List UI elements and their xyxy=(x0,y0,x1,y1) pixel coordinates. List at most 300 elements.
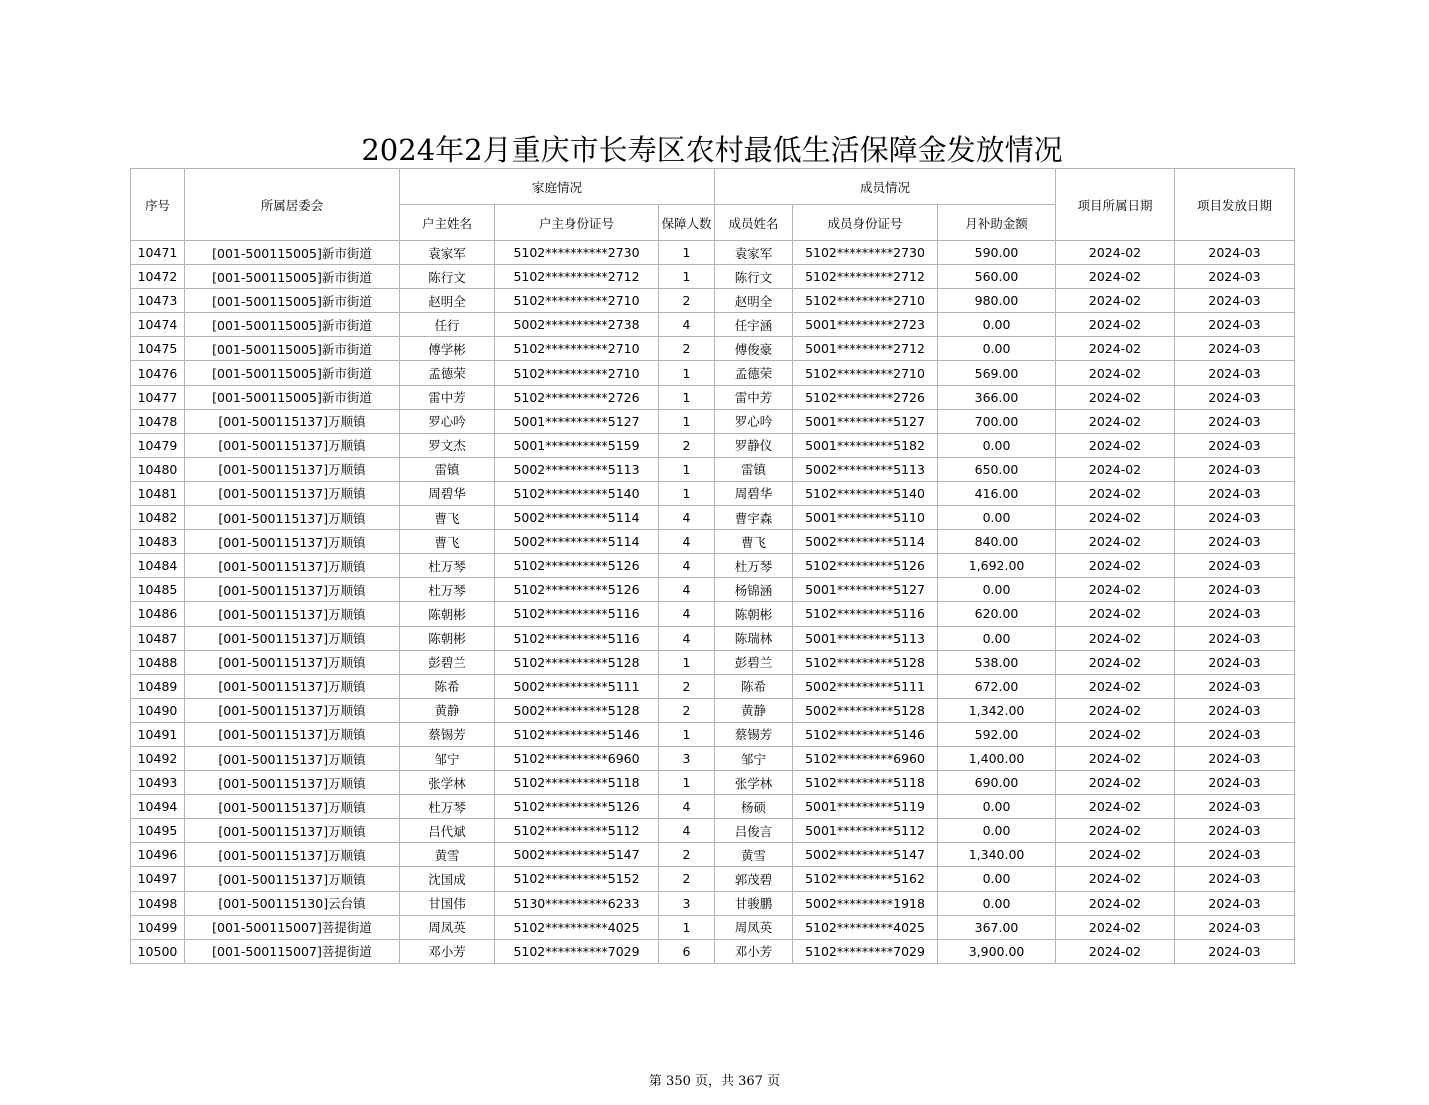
table-row xyxy=(131,915,1295,939)
covered-count-cell: 1 xyxy=(659,361,715,385)
committee-cell: [001-500115137]万顺镇 xyxy=(185,506,400,530)
project-date-cell: 2024-02 xyxy=(1056,530,1175,554)
head-id-cell: 5102**********7029 xyxy=(495,939,659,963)
covered-count-cell: 3 xyxy=(659,746,715,770)
covered-count-cell: 4 xyxy=(659,313,715,337)
covered-count-cell: 2 xyxy=(659,674,715,698)
project-date-cell: 2024-02 xyxy=(1056,722,1175,746)
head-id-cell: 5102**********2730 xyxy=(495,241,659,265)
head-name-cell: 黄静 xyxy=(400,698,495,722)
head-id-cell: 5002**********5111 xyxy=(495,674,659,698)
member-name-cell: 袁家军 xyxy=(715,241,793,265)
monthly-amount-cell: 560.00 xyxy=(938,265,1056,289)
committee-cell: [001-500115137]万顺镇 xyxy=(185,843,400,867)
issue-date-cell: 2024-03 xyxy=(1175,506,1295,530)
monthly-amount-cell: 1,342.00 xyxy=(938,698,1056,722)
member-name-cell: 陈行文 xyxy=(715,265,793,289)
monthly-amount-cell: 590.00 xyxy=(938,241,1056,265)
committee-cell: [001-500115137]万顺镇 xyxy=(185,530,400,554)
covered-count-cell: 2 xyxy=(659,867,715,891)
table-body xyxy=(131,241,1295,964)
monthly-amount-cell: 569.00 xyxy=(938,361,1056,385)
covered-count-cell: 2 xyxy=(659,289,715,313)
monthly-amount-cell: 0.00 xyxy=(938,626,1056,650)
committee-cell: [001-500115137]万顺镇 xyxy=(185,674,400,698)
committee-cell: [001-500115137]万顺镇 xyxy=(185,771,400,795)
issue-date-cell: 2024-03 xyxy=(1175,554,1295,578)
issue-date-cell: 2024-03 xyxy=(1175,939,1295,963)
committee-cell: [001-500115137]万顺镇 xyxy=(185,746,400,770)
head-name-cell: 罗心吟 xyxy=(400,409,495,433)
head-id-cell: 5102**********5118 xyxy=(495,771,659,795)
monthly-amount-cell: 367.00 xyxy=(938,915,1056,939)
member-id-cell: 5102*********2712 xyxy=(793,265,938,289)
head-id-cell: 5102**********6960 xyxy=(495,746,659,770)
seq-cell: 10480 xyxy=(131,457,185,481)
member-id-cell: 5102*********5118 xyxy=(793,771,938,795)
seq-cell: 10499 xyxy=(131,915,185,939)
issue-date-cell: 2024-03 xyxy=(1175,289,1295,313)
covered-count-cell: 4 xyxy=(659,506,715,530)
header-covered-count: 保障人数 xyxy=(659,205,715,241)
covered-count-cell: 1 xyxy=(659,771,715,795)
head-name-cell: 傅学彬 xyxy=(400,337,495,361)
monthly-amount-cell: 366.00 xyxy=(938,385,1056,409)
issue-date-cell: 2024-03 xyxy=(1175,337,1295,361)
committee-cell: [001-500115137]万顺镇 xyxy=(185,481,400,505)
head-name-cell: 曹飞 xyxy=(400,506,495,530)
head-name-cell: 曹飞 xyxy=(400,530,495,554)
seq-cell: 10471 xyxy=(131,241,185,265)
member-id-cell: 5102*********2710 xyxy=(793,289,938,313)
project-date-cell: 2024-02 xyxy=(1056,795,1175,819)
head-id-cell: 5102**********4025 xyxy=(495,915,659,939)
head-name-cell: 邹宁 xyxy=(400,746,495,770)
project-date-cell: 2024-02 xyxy=(1056,843,1175,867)
covered-count-cell: 1 xyxy=(659,650,715,674)
member-name-cell: 陈希 xyxy=(715,674,793,698)
head-name-cell: 吕代斌 xyxy=(400,819,495,843)
table-row xyxy=(131,819,1295,843)
monthly-amount-cell: 0.00 xyxy=(938,506,1056,530)
member-name-cell: 雷中芳 xyxy=(715,385,793,409)
committee-cell: [001-500115005]新市街道 xyxy=(185,241,400,265)
committee-cell: [001-500115137]万顺镇 xyxy=(185,409,400,433)
head-name-cell: 张学林 xyxy=(400,771,495,795)
seq-cell: 10476 xyxy=(131,361,185,385)
member-name-cell: 黄雪 xyxy=(715,843,793,867)
page-title: 2024年2月重庆市长寿区农村最低生活保障金发放情况 xyxy=(361,133,1063,167)
table-row xyxy=(131,891,1295,915)
head-id-cell: 5102**********2712 xyxy=(495,265,659,289)
header-monthly-amount: 月补助金额 xyxy=(938,205,1056,241)
member-id-cell: 5102*********7029 xyxy=(793,939,938,963)
project-date-cell: 2024-02 xyxy=(1056,626,1175,650)
head-id-cell: 5001**********5159 xyxy=(495,433,659,457)
issue-date-cell: 2024-03 xyxy=(1175,915,1295,939)
table-row xyxy=(131,289,1295,313)
seq-cell: 10485 xyxy=(131,578,185,602)
covered-count-cell: 2 xyxy=(659,843,715,867)
covered-count-cell: 2 xyxy=(659,698,715,722)
issue-date-cell: 2024-03 xyxy=(1175,530,1295,554)
member-name-cell: 周碧华 xyxy=(715,481,793,505)
committee-cell: [001-500115137]万顺镇 xyxy=(185,722,400,746)
table-row xyxy=(131,265,1295,289)
head-name-cell: 罗文杰 xyxy=(400,433,495,457)
member-name-cell: 彭碧兰 xyxy=(715,650,793,674)
project-date-cell: 2024-02 xyxy=(1056,337,1175,361)
project-date-cell: 2024-02 xyxy=(1056,915,1175,939)
issue-date-cell: 2024-03 xyxy=(1175,867,1295,891)
table-row xyxy=(131,409,1295,433)
project-date-cell: 2024-02 xyxy=(1056,602,1175,626)
monthly-amount-cell: 0.00 xyxy=(938,867,1056,891)
header-project-date: 项目所属日期 xyxy=(1056,169,1175,241)
head-name-cell: 任行 xyxy=(400,313,495,337)
seq-cell: 10496 xyxy=(131,843,185,867)
covered-count-cell: 1 xyxy=(659,457,715,481)
seq-cell: 10489 xyxy=(131,674,185,698)
head-name-cell: 赵明全 xyxy=(400,289,495,313)
table-row xyxy=(131,241,1295,265)
head-id-cell: 5002**********5147 xyxy=(495,843,659,867)
member-name-cell: 曹飞 xyxy=(715,530,793,554)
monthly-amount-cell: 980.00 xyxy=(938,289,1056,313)
seq-cell: 10479 xyxy=(131,433,185,457)
project-date-cell: 2024-02 xyxy=(1056,241,1175,265)
project-date-cell: 2024-02 xyxy=(1056,867,1175,891)
project-date-cell: 2024-02 xyxy=(1056,771,1175,795)
seq-cell: 10487 xyxy=(131,626,185,650)
member-id-cell: 5002*********5128 xyxy=(793,698,938,722)
committee-cell: [001-500115137]万顺镇 xyxy=(185,819,400,843)
member-id-cell: 5001*********5113 xyxy=(793,626,938,650)
seq-cell: 10488 xyxy=(131,650,185,674)
covered-count-cell: 1 xyxy=(659,481,715,505)
member-id-cell: 5102*********2710 xyxy=(793,361,938,385)
head-id-cell: 5102**********5126 xyxy=(495,795,659,819)
head-id-cell: 5002**********5114 xyxy=(495,506,659,530)
member-id-cell: 5102*********2730 xyxy=(793,241,938,265)
member-name-cell: 蔡锡芳 xyxy=(715,722,793,746)
covered-count-cell: 2 xyxy=(659,337,715,361)
seq-cell: 10484 xyxy=(131,554,185,578)
seq-cell: 10492 xyxy=(131,746,185,770)
member-id-cell: 5001*********5119 xyxy=(793,795,938,819)
seq-cell: 10493 xyxy=(131,771,185,795)
head-id-cell: 5102**********5146 xyxy=(495,722,659,746)
member-name-cell: 邓小芳 xyxy=(715,939,793,963)
member-id-cell: 5002*********5147 xyxy=(793,843,938,867)
head-name-cell: 蔡锡芳 xyxy=(400,722,495,746)
monthly-amount-cell: 700.00 xyxy=(938,409,1056,433)
committee-cell: [001-500115137]万顺镇 xyxy=(185,433,400,457)
table-row xyxy=(131,506,1295,530)
seq-cell: 10474 xyxy=(131,313,185,337)
header-head-name: 户主姓名 xyxy=(400,205,495,241)
project-date-cell: 2024-02 xyxy=(1056,578,1175,602)
issue-date-cell: 2024-03 xyxy=(1175,698,1295,722)
member-id-cell: 5102*********5140 xyxy=(793,481,938,505)
table-row xyxy=(131,843,1295,867)
monthly-amount-cell: 0.00 xyxy=(938,578,1056,602)
monthly-amount-cell: 0.00 xyxy=(938,819,1056,843)
monthly-amount-cell: 620.00 xyxy=(938,602,1056,626)
project-date-cell: 2024-02 xyxy=(1056,891,1175,915)
head-name-cell: 周凤英 xyxy=(400,915,495,939)
issue-date-cell: 2024-03 xyxy=(1175,602,1295,626)
member-name-cell: 赵明全 xyxy=(715,289,793,313)
page-footer: 第 350 页，共 367 页 xyxy=(648,1074,781,1089)
head-name-cell: 周碧华 xyxy=(400,481,495,505)
head-name-cell: 袁家军 xyxy=(400,241,495,265)
member-id-cell: 5002*********5111 xyxy=(793,674,938,698)
table-row xyxy=(131,313,1295,337)
head-name-cell: 甘国伟 xyxy=(400,891,495,915)
project-date-cell: 2024-02 xyxy=(1056,650,1175,674)
member-id-cell: 5001*********2712 xyxy=(793,337,938,361)
covered-count-cell: 4 xyxy=(659,795,715,819)
project-date-cell: 2024-02 xyxy=(1056,819,1175,843)
issue-date-cell: 2024-03 xyxy=(1175,722,1295,746)
member-name-cell: 孟德荣 xyxy=(715,361,793,385)
seq-cell: 10475 xyxy=(131,337,185,361)
monthly-amount-cell: 672.00 xyxy=(938,674,1056,698)
head-id-cell: 5002**********5113 xyxy=(495,457,659,481)
member-name-cell: 吕俊言 xyxy=(715,819,793,843)
table-row xyxy=(131,554,1295,578)
covered-count-cell: 1 xyxy=(659,409,715,433)
project-date-cell: 2024-02 xyxy=(1056,481,1175,505)
issue-date-cell: 2024-03 xyxy=(1175,674,1295,698)
head-id-cell: 5002**********5114 xyxy=(495,530,659,554)
covered-count-cell: 2 xyxy=(659,433,715,457)
head-name-cell: 杜万琴 xyxy=(400,795,495,819)
seq-cell: 10495 xyxy=(131,819,185,843)
committee-cell: [001-500115137]万顺镇 xyxy=(185,602,400,626)
seq-cell: 10473 xyxy=(131,289,185,313)
head-id-cell: 5102**********2710 xyxy=(495,337,659,361)
seq-cell: 10481 xyxy=(131,481,185,505)
head-name-cell: 孟德荣 xyxy=(400,361,495,385)
table-row xyxy=(131,746,1295,770)
project-date-cell: 2024-02 xyxy=(1056,554,1175,578)
head-id-cell: 5002**********5128 xyxy=(495,698,659,722)
head-id-cell: 5002**********2738 xyxy=(495,313,659,337)
member-id-cell: 5001*********5110 xyxy=(793,506,938,530)
project-date-cell: 2024-02 xyxy=(1056,433,1175,457)
member-name-cell: 雷镇 xyxy=(715,457,793,481)
covered-count-cell: 4 xyxy=(659,602,715,626)
issue-date-cell: 2024-03 xyxy=(1175,891,1295,915)
issue-date-cell: 2024-03 xyxy=(1175,265,1295,289)
issue-date-cell: 2024-03 xyxy=(1175,795,1295,819)
head-name-cell: 陈朝彬 xyxy=(400,626,495,650)
head-id-cell: 5102**********5128 xyxy=(495,650,659,674)
table-row xyxy=(131,650,1295,674)
head-id-cell: 5102**********5116 xyxy=(495,602,659,626)
table-row xyxy=(131,626,1295,650)
head-name-cell: 陈朝彬 xyxy=(400,602,495,626)
assistance-table xyxy=(130,168,1295,964)
member-id-cell: 5102*********5128 xyxy=(793,650,938,674)
project-date-cell: 2024-02 xyxy=(1056,674,1175,698)
table-row xyxy=(131,457,1295,481)
monthly-amount-cell: 0.00 xyxy=(938,433,1056,457)
project-date-cell: 2024-02 xyxy=(1056,746,1175,770)
project-date-cell: 2024-02 xyxy=(1056,409,1175,433)
table-row xyxy=(131,722,1295,746)
covered-count-cell: 6 xyxy=(659,939,715,963)
committee-cell: [001-500115007]菩提街道 xyxy=(185,915,400,939)
table-header xyxy=(131,169,1295,241)
seq-cell: 10498 xyxy=(131,891,185,915)
monthly-amount-cell: 0.00 xyxy=(938,313,1056,337)
seq-cell: 10494 xyxy=(131,795,185,819)
committee-cell: [001-500115007]菩提街道 xyxy=(185,939,400,963)
committee-cell: [001-500115005]新市街道 xyxy=(185,361,400,385)
issue-date-cell: 2024-03 xyxy=(1175,746,1295,770)
covered-count-cell: 1 xyxy=(659,241,715,265)
table-row xyxy=(131,771,1295,795)
member-name-cell: 杨锦涵 xyxy=(715,578,793,602)
head-id-cell: 5102**********2710 xyxy=(495,289,659,313)
covered-count-cell: 4 xyxy=(659,578,715,602)
head-name-cell: 杜万琴 xyxy=(400,578,495,602)
issue-date-cell: 2024-03 xyxy=(1175,457,1295,481)
member-name-cell: 曹宇森 xyxy=(715,506,793,530)
head-id-cell: 5130**********6233 xyxy=(495,891,659,915)
project-date-cell: 2024-02 xyxy=(1056,289,1175,313)
issue-date-cell: 2024-03 xyxy=(1175,578,1295,602)
member-name-cell: 黄静 xyxy=(715,698,793,722)
member-id-cell: 5102*********2726 xyxy=(793,385,938,409)
seq-cell: 10491 xyxy=(131,722,185,746)
issue-date-cell: 2024-03 xyxy=(1175,385,1295,409)
issue-date-cell: 2024-03 xyxy=(1175,626,1295,650)
member-name-cell: 郭茂碧 xyxy=(715,867,793,891)
covered-count-cell: 4 xyxy=(659,554,715,578)
covered-count-cell: 4 xyxy=(659,530,715,554)
header-member-group: 成员情况 xyxy=(715,169,1056,205)
monthly-amount-cell: 840.00 xyxy=(938,530,1056,554)
seq-cell: 10478 xyxy=(131,409,185,433)
seq-cell: 10500 xyxy=(131,939,185,963)
seq-cell: 10482 xyxy=(131,506,185,530)
member-name-cell: 张学林 xyxy=(715,771,793,795)
project-date-cell: 2024-02 xyxy=(1056,457,1175,481)
member-name-cell: 陈朝彬 xyxy=(715,602,793,626)
covered-count-cell: 3 xyxy=(659,891,715,915)
project-date-cell: 2024-02 xyxy=(1056,361,1175,385)
member-name-cell: 邹宁 xyxy=(715,746,793,770)
committee-cell: [001-500115137]万顺镇 xyxy=(185,554,400,578)
member-id-cell: 5002*********5113 xyxy=(793,457,938,481)
table-row xyxy=(131,433,1295,457)
issue-date-cell: 2024-03 xyxy=(1175,241,1295,265)
project-date-cell: 2024-02 xyxy=(1056,939,1175,963)
head-name-cell: 雷中芳 xyxy=(400,385,495,409)
member-id-cell: 5102*********6960 xyxy=(793,746,938,770)
monthly-amount-cell: 1,340.00 xyxy=(938,843,1056,867)
head-id-cell: 5102**********5140 xyxy=(495,481,659,505)
head-name-cell: 陈希 xyxy=(400,674,495,698)
member-id-cell: 5001*********5127 xyxy=(793,409,938,433)
table-row xyxy=(131,698,1295,722)
monthly-amount-cell: 650.00 xyxy=(938,457,1056,481)
head-id-cell: 5102**********5112 xyxy=(495,819,659,843)
committee-cell: [001-500115137]万顺镇 xyxy=(185,795,400,819)
monthly-amount-cell: 1,692.00 xyxy=(938,554,1056,578)
member-name-cell: 罗静仪 xyxy=(715,433,793,457)
head-name-cell: 沈国成 xyxy=(400,867,495,891)
member-id-cell: 5001*********5112 xyxy=(793,819,938,843)
monthly-amount-cell: 0.00 xyxy=(938,891,1056,915)
member-id-cell: 5102*********5146 xyxy=(793,722,938,746)
issue-date-cell: 2024-03 xyxy=(1175,650,1295,674)
project-date-cell: 2024-02 xyxy=(1056,313,1175,337)
issue-date-cell: 2024-03 xyxy=(1175,481,1295,505)
committee-cell: [001-500115005]新市街道 xyxy=(185,313,400,337)
member-name-cell: 陈瑞林 xyxy=(715,626,793,650)
table-row xyxy=(131,867,1295,891)
committee-cell: [001-500115137]万顺镇 xyxy=(185,457,400,481)
table-row xyxy=(131,530,1295,554)
project-date-cell: 2024-02 xyxy=(1056,698,1175,722)
member-name-cell: 周凤英 xyxy=(715,915,793,939)
table-row xyxy=(131,674,1295,698)
covered-count-cell: 1 xyxy=(659,722,715,746)
member-name-cell: 任宇涵 xyxy=(715,313,793,337)
head-id-cell: 5102**********5126 xyxy=(495,578,659,602)
project-date-cell: 2024-02 xyxy=(1056,385,1175,409)
monthly-amount-cell: 1,400.00 xyxy=(938,746,1056,770)
table-row xyxy=(131,361,1295,385)
member-id-cell: 5001*********2723 xyxy=(793,313,938,337)
table-row xyxy=(131,795,1295,819)
covered-count-cell: 4 xyxy=(659,819,715,843)
seq-cell: 10497 xyxy=(131,867,185,891)
committee-cell: [001-500115130]云台镇 xyxy=(185,891,400,915)
head-name-cell: 杜万琴 xyxy=(400,554,495,578)
committee-cell: [001-500115137]万顺镇 xyxy=(185,650,400,674)
committee-cell: [001-500115137]万顺镇 xyxy=(185,867,400,891)
project-date-cell: 2024-02 xyxy=(1056,506,1175,530)
committee-cell: [001-500115137]万顺镇 xyxy=(185,698,400,722)
covered-count-cell: 1 xyxy=(659,915,715,939)
monthly-amount-cell: 3,900.00 xyxy=(938,939,1056,963)
header-member-name: 成员姓名 xyxy=(715,205,793,241)
head-id-cell: 5102**********5152 xyxy=(495,867,659,891)
covered-count-cell: 1 xyxy=(659,265,715,289)
head-name-cell: 黄雪 xyxy=(400,843,495,867)
header-member-id: 成员身份证号 xyxy=(793,205,938,241)
project-date-cell: 2024-02 xyxy=(1056,265,1175,289)
head-name-cell: 雷镇 xyxy=(400,457,495,481)
monthly-amount-cell: 0.00 xyxy=(938,337,1056,361)
issue-date-cell: 2024-03 xyxy=(1175,843,1295,867)
monthly-amount-cell: 538.00 xyxy=(938,650,1056,674)
member-id-cell: 5002*********5114 xyxy=(793,530,938,554)
table-row xyxy=(131,385,1295,409)
issue-date-cell: 2024-03 xyxy=(1175,409,1295,433)
member-id-cell: 5102*********5162 xyxy=(793,867,938,891)
member-name-cell: 甘骏鹏 xyxy=(715,891,793,915)
head-name-cell: 陈行文 xyxy=(400,265,495,289)
table-row xyxy=(131,481,1295,505)
head-id-cell: 5102**********5126 xyxy=(495,554,659,578)
